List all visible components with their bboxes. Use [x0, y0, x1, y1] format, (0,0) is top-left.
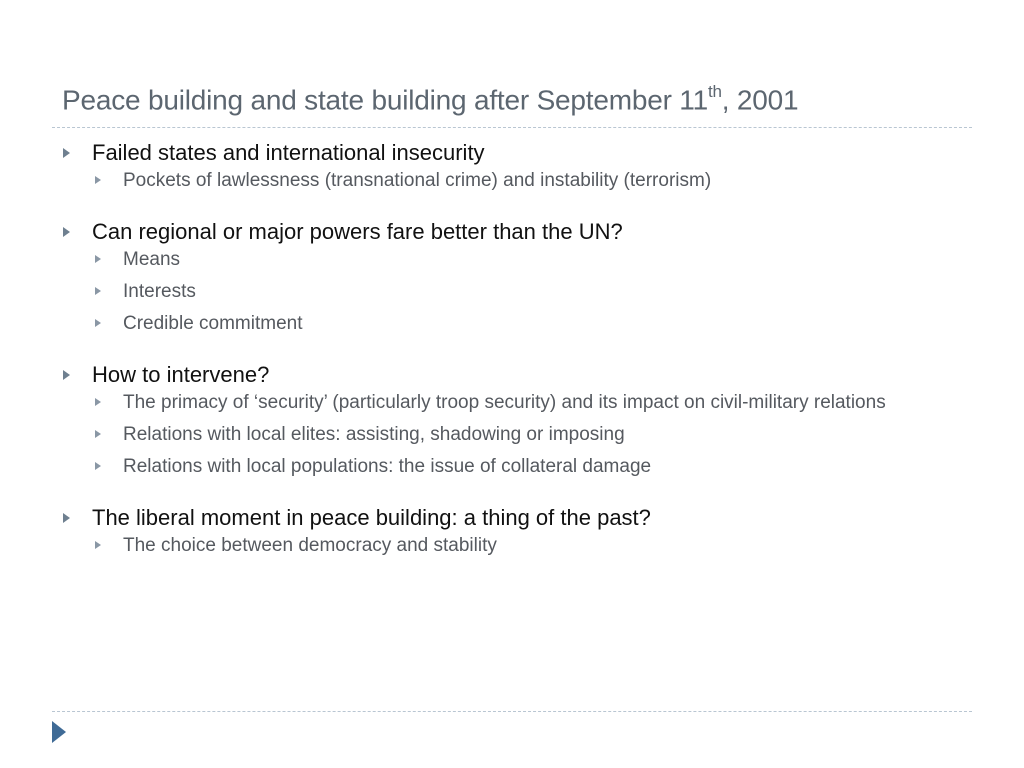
slide-title-tail: , 2001: [721, 84, 799, 116]
bullet-arrow-icon: [63, 227, 70, 237]
sub-bullet-item: [62, 248, 942, 271]
sub-bullet-arrow-icon: [95, 287, 101, 295]
sub-bullet-item: [62, 169, 942, 192]
sub-bullet-arrow-icon: [95, 541, 101, 549]
sub-bullet-arrow-icon: [95, 462, 101, 470]
sub-bullet-text: The primacy of ‘security’ (particularly troop security) and its impact on civil-military relations: [123, 392, 886, 413]
slide-title-main: Peace building and state building after September 11: [62, 84, 708, 116]
bullet-arrow-icon: [63, 370, 70, 380]
sub-bullet-arrow-icon: [95, 255, 101, 263]
sub-bullet-text: The choice between democracy and stability: [123, 535, 497, 556]
sub-bullet-text: Credible commitment: [123, 313, 303, 334]
sub-bullet-item: [62, 312, 942, 335]
sub-bullet-text: Means: [123, 249, 181, 270]
sub-bullet-text: Interests: [123, 281, 196, 302]
sub-bullet-text: Relations with local populations: the issue of collateral damage: [123, 456, 652, 477]
bullet-group: [62, 502, 942, 557]
bullet-arrow-icon: [63, 513, 70, 523]
sub-bullet-item: [62, 391, 942, 414]
bullet-text: The liberal moment in peace building: a thing of the past?: [92, 505, 651, 530]
sub-bullet-arrow-icon: [95, 430, 101, 438]
footer-divider: [52, 711, 972, 712]
sub-bullet-item: [62, 455, 942, 478]
bullet-arrow-icon: [63, 148, 70, 158]
bullet-item: [62, 137, 942, 169]
bullet-list: [62, 137, 942, 581]
sub-bullet-item: [62, 423, 942, 446]
play-arrow-icon[interactable]: [52, 721, 66, 743]
sub-bullet-item: [62, 280, 942, 303]
bullet-item: [62, 502, 942, 534]
title-divider: [52, 127, 972, 128]
sub-bullet-arrow-icon: [95, 398, 101, 406]
slide-title: [62, 84, 798, 116]
sub-bullet-arrow-icon: [95, 319, 101, 327]
bullet-item: [62, 359, 942, 391]
sub-bullet-item: [62, 534, 942, 557]
bullet-item: [62, 216, 942, 248]
bullet-text: How to intervene?: [92, 362, 270, 387]
bullet-group: [62, 359, 942, 478]
bullet-text: Can regional or major powers fare better than the UN?: [92, 219, 623, 244]
bullet-text: Failed states and international insecurity: [92, 140, 485, 165]
sub-bullet-text: Pockets of lawlessness (transnational crime) and instability (terrorism): [123, 170, 712, 191]
sub-bullet-text: Relations with local elites: assisting, shadowing or imposing: [123, 424, 625, 445]
sub-bullet-arrow-icon: [95, 176, 101, 184]
bullet-group: [62, 137, 942, 192]
slide-title-superscript: th: [707, 82, 722, 101]
bullet-group: [62, 216, 942, 335]
